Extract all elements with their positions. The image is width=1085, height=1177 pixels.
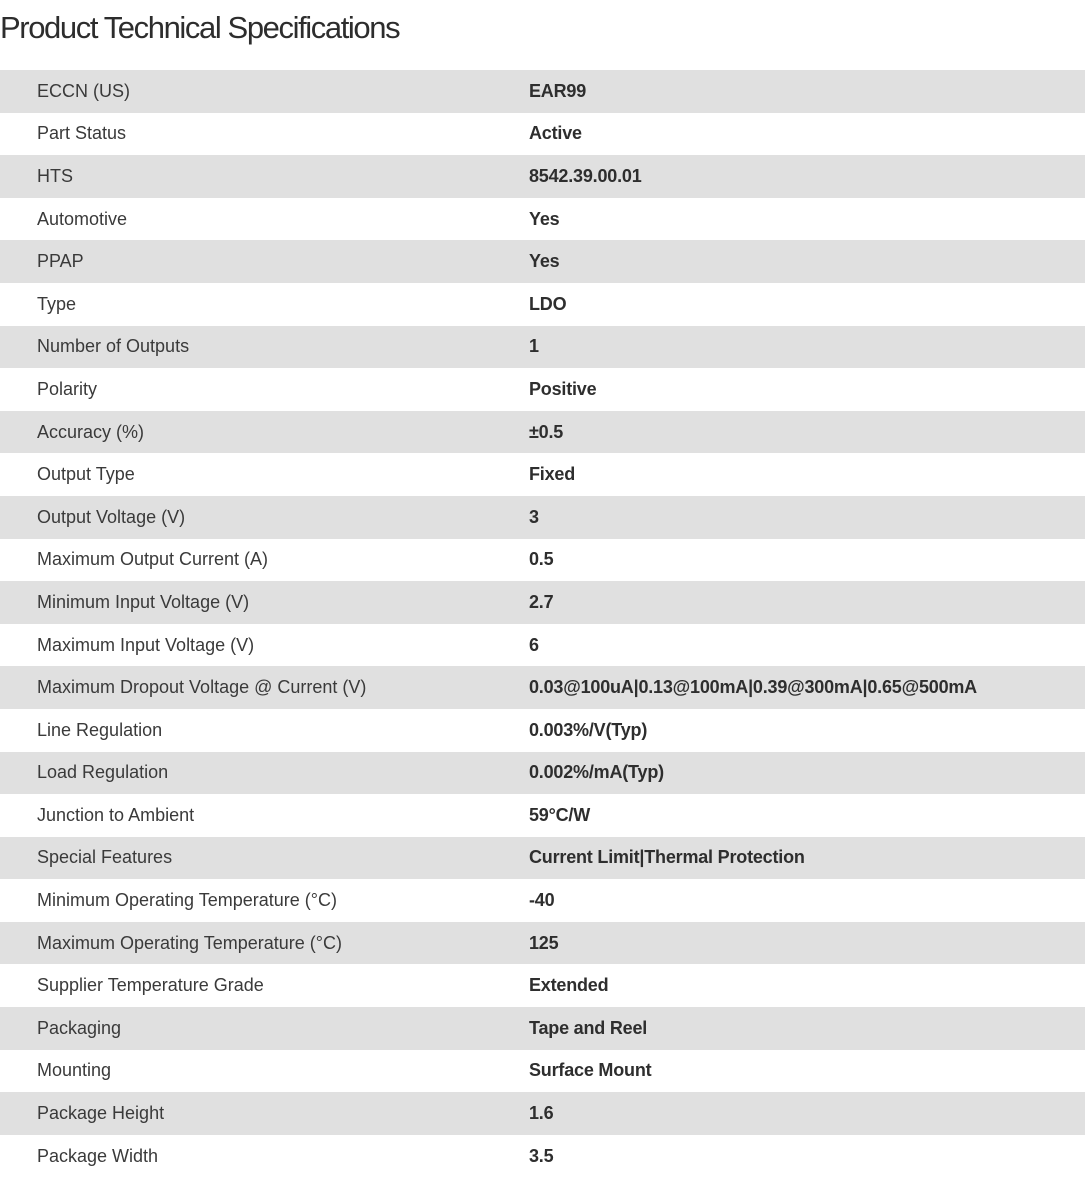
spec-label: Package Width xyxy=(37,1145,159,1166)
spec-row xyxy=(0,70,1085,113)
spec-row xyxy=(0,113,1085,156)
spec-label: Automotive xyxy=(37,208,128,229)
spec-value: -40 xyxy=(529,890,555,911)
spec-value: 3 xyxy=(529,506,539,527)
spec-label: Minimum Operating Temperature (°C) xyxy=(37,890,337,911)
spec-row xyxy=(0,1050,1085,1093)
spec-row xyxy=(0,198,1085,241)
spec-label: Maximum Dropout Voltage @ Current (V) xyxy=(37,677,367,698)
spec-row xyxy=(0,922,1085,965)
spec-label: Junction to Ambient xyxy=(37,804,195,825)
spec-value: Tape and Reel xyxy=(529,1017,648,1038)
spec-value: Yes xyxy=(529,251,560,272)
spec-row xyxy=(0,1092,1085,1135)
spec-value: Positive xyxy=(529,378,597,399)
spec-row xyxy=(0,496,1085,539)
spec-row xyxy=(0,794,1085,837)
spec-value: 0.03@100uA|0.13@100mA|0.39@300mA|0.65@500mA xyxy=(529,677,977,698)
spec-label: Type xyxy=(37,293,77,314)
spec-label: Supplier Temperature Grade xyxy=(37,975,264,996)
spec-value: Current Limit|Thermal Protection xyxy=(529,847,805,868)
spec-label: ECCN (US) xyxy=(37,80,130,101)
spec-value: EAR99 xyxy=(529,80,587,101)
spec-value: 1.6 xyxy=(529,1103,554,1124)
spec-label: Number of Outputs xyxy=(37,336,190,357)
spec-value: 2.7 xyxy=(529,591,554,612)
spec-label: Mounting xyxy=(37,1060,112,1081)
spec-row xyxy=(0,283,1085,326)
spec-row xyxy=(0,837,1085,880)
spec-table-body xyxy=(0,70,1085,1177)
spec-row xyxy=(0,879,1085,922)
spec-label: Maximum Input Voltage (V) xyxy=(37,634,255,655)
spec-value: 6 xyxy=(529,634,539,655)
page-title: Product Technical Specifications xyxy=(0,10,400,45)
spec-value: Active xyxy=(529,123,582,144)
spec-label: Package Height xyxy=(37,1103,165,1124)
spec-label: Polarity xyxy=(37,378,98,399)
spec-value: 0.5 xyxy=(529,549,554,570)
spec-row xyxy=(0,581,1085,624)
spec-label: PPAP xyxy=(37,251,84,272)
spec-value: 0.003%/V(Typ) xyxy=(529,719,648,740)
spec-value: 0.002%/mA(Typ) xyxy=(529,762,664,783)
spec-value: 59°C/W xyxy=(529,804,591,825)
spec-table xyxy=(0,70,1085,1177)
spec-label: Packaging xyxy=(37,1017,122,1038)
spec-value: Fixed xyxy=(529,464,576,485)
spec-value: LDO xyxy=(529,293,567,314)
spec-value: Surface Mount xyxy=(529,1060,652,1081)
spec-row xyxy=(0,240,1085,283)
spec-label: Load Regulation xyxy=(37,762,169,783)
spec-label: Output Voltage (V) xyxy=(37,506,186,527)
spec-row xyxy=(0,326,1085,369)
spec-row xyxy=(0,411,1085,454)
spec-label: Maximum Operating Temperature (°C) xyxy=(37,932,342,953)
spec-label: Maximum Output Current (A) xyxy=(37,549,269,570)
spec-label: HTS xyxy=(37,165,73,186)
spec-row xyxy=(0,752,1085,795)
spec-row xyxy=(0,155,1085,198)
spec-row xyxy=(0,666,1085,709)
spec-value: 1 xyxy=(529,336,539,357)
spec-label: Accuracy (%) xyxy=(37,421,145,442)
spec-label: Output Type xyxy=(37,464,135,485)
spec-row xyxy=(0,709,1085,752)
spec-label: Special Features xyxy=(37,847,173,868)
spec-label: Line Regulation xyxy=(37,719,163,740)
spec-label: Minimum Input Voltage (V) xyxy=(37,591,250,612)
spec-value: 3.5 xyxy=(529,1145,554,1166)
spec-value: ±0.5 xyxy=(529,421,564,442)
spec-row xyxy=(0,539,1085,582)
spec-value: Yes xyxy=(529,208,560,229)
spec-row xyxy=(0,964,1085,1007)
spec-value: Extended xyxy=(529,975,609,996)
spec-row xyxy=(0,453,1085,496)
spec-value: 125 xyxy=(529,932,559,953)
spec-row xyxy=(0,1007,1085,1050)
spec-row xyxy=(0,368,1085,411)
spec-row xyxy=(0,624,1085,667)
spec-label: Part Status xyxy=(37,123,127,144)
spec-value: 8542.39.00.01 xyxy=(529,165,642,186)
